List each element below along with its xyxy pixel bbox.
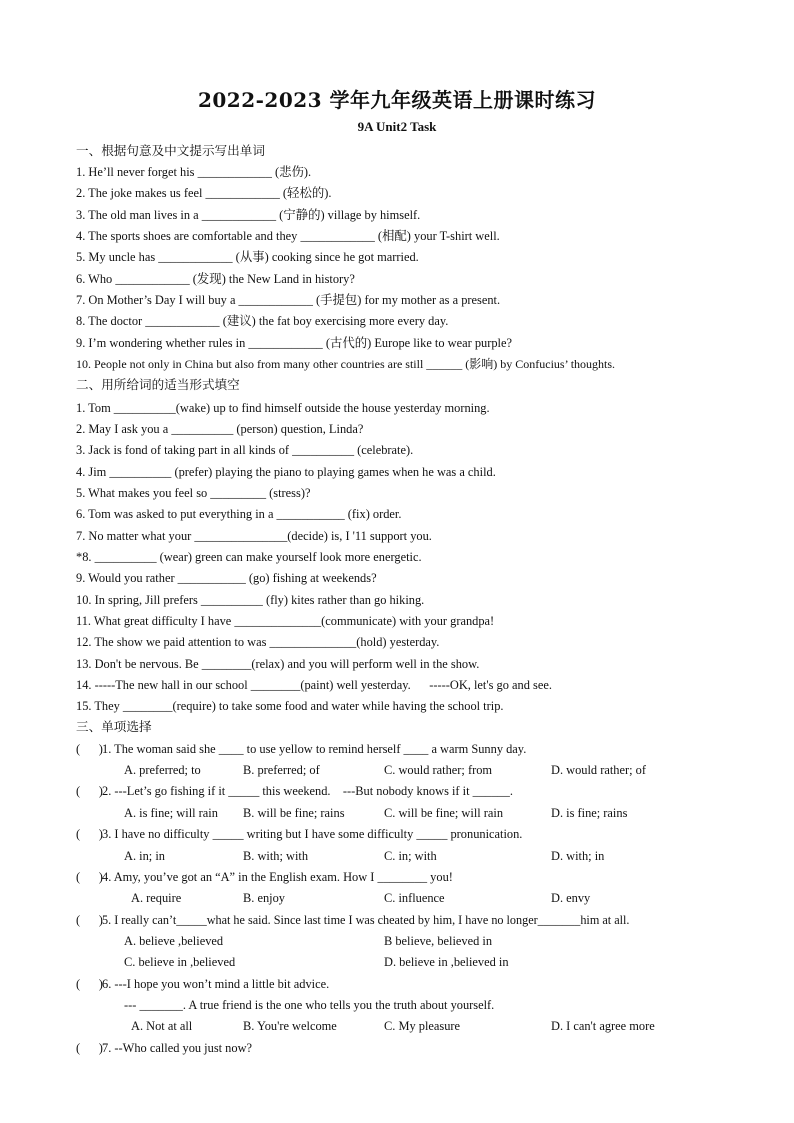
question-6-option-c: C. My pleasure xyxy=(384,1019,461,1033)
question-5-option-b: B believe, believed in xyxy=(384,934,493,948)
question-1-option-c: C. would rather; from xyxy=(384,763,493,777)
question-1-option-d: D. would rather; of xyxy=(551,763,646,777)
question-4-option-c: C. influence xyxy=(384,891,445,905)
section2-item-3: 3. Jack is fond of taking part in all kinds of __________ (celebrate). xyxy=(76,443,414,457)
answer-paren: ( ) xyxy=(76,913,103,927)
section1-item-10: 10. People not only in China but also from many other countries are still ______ (影响) by Confucius’ thoughts. xyxy=(76,357,616,371)
section2-item-5: 5. What makes you feel so _________ (stress)? xyxy=(76,486,311,500)
section1-item-3: 3. The old man lives in a ____________ (宁静的) village by himself. xyxy=(76,208,421,222)
question-6-option-d: D. I can't agree more xyxy=(551,1019,655,1033)
question-2-option-c: C. will be fine; will rain xyxy=(384,806,504,820)
section2-item-10: 10. In spring, Jill prefers __________ (fly) kites rather than go hiking. xyxy=(76,593,425,607)
section2-item-14: 14. -----The new hall in our school ________(paint) well yesterday. -----OK, let's go and see. xyxy=(76,678,552,692)
section2-item-2: 2. May I ask you a __________ (person) question, Linda? xyxy=(76,422,364,436)
question-5-option-c: C. believe in ,believed xyxy=(124,955,236,969)
question-5-stem: 5. I really can’t_____what he said. Since last time I was cheated by him, I have no longer_______him at all. xyxy=(102,913,630,927)
section2-item-12: 12. The show we paid attention to was ______________(hold) yesterday. xyxy=(76,635,440,649)
question-3-stem: 3. I have no difficulty _____ writing but I have some difficulty _____ pronunication. xyxy=(102,827,523,841)
section2-item-13: 13. Don't be nervous. Be ________(relax) and you will perform well in the show. xyxy=(76,657,480,671)
section2-heading: 二、用所给词的适当形式填空 xyxy=(76,377,240,392)
section3-heading: 三、单项选择 xyxy=(76,719,152,734)
question-6-option-a: A. Not at all xyxy=(131,1019,193,1033)
section1-item-1: 1. He’ll never forget his ____________ (悲伤). xyxy=(76,165,312,179)
section1-item-5: 5. My uncle has ____________ (从事) cooking since he got married. xyxy=(76,250,419,264)
section2-item-11: 11. What great difficulty I have ______________(communicate) with your grandpa! xyxy=(76,614,495,628)
section1-item-7: 7. On Mother’s Day I will buy a ____________ (手提包) for my mother as a present. xyxy=(76,293,501,307)
section1-item-9: 9. I’m wondering whether rules in ____________ (古代的) Europe like to wear purple? xyxy=(76,336,512,350)
question-2-stem: 2. ---Let’s go fishing if it _____ this weekend. ---But nobody knows if it ______. xyxy=(102,784,513,798)
answer-paren: ( ) xyxy=(76,827,103,841)
section1-item-2: 2. The joke makes us feel ____________ (轻松的). xyxy=(76,186,332,200)
question-2-option-b: B. will be fine; rains xyxy=(243,806,345,820)
section1-item-6: 6. Who ____________ (发现) the New Land in history? xyxy=(76,272,355,286)
page-subtitle: 9A Unit2 Task xyxy=(357,119,437,134)
question-2-option-d: D. is fine; rains xyxy=(551,806,628,820)
question-3-option-c: C. in; with xyxy=(384,849,437,863)
answer-paren: ( ) xyxy=(76,784,103,798)
section2-item-15: 15. They ________(require) to take some food and water while having the school trip. xyxy=(76,699,504,713)
question-3-option-b: B. with; with xyxy=(243,849,309,863)
question-4-option-a: A. require xyxy=(131,891,182,905)
section1-item-4: 4. The sports shoes are comfortable and they ____________ (相配) your T-shirt well. xyxy=(76,229,500,243)
section1-item-8: 8. The doctor ____________ (建议) the fat boy exercising more every day. xyxy=(76,314,449,328)
answer-paren: ( ) xyxy=(76,870,103,884)
question-4-stem: 4. Amy, you’ve got an “A” in the English exam. How I ________ you! xyxy=(102,870,453,884)
question-1-option-b: B. preferred; of xyxy=(243,763,320,777)
section2-item-9: 9. Would you rather ___________ (go) fishing at weekends? xyxy=(76,571,377,585)
section2-item-7: 7. No matter what your _______________(decide) is, I '11 support you. xyxy=(76,529,432,543)
question-6-response: --- _______. A true friend is the one who tells you the truth about yourself. xyxy=(124,998,495,1012)
question-1-stem: 1. The woman said she ____ to use yellow to remind herself ____ a warm Sunny day. xyxy=(102,742,527,756)
question-4-option-b: B. enjoy xyxy=(243,891,285,905)
question-5-option-d: D. believe in ,believed in xyxy=(384,955,509,969)
question-3-option-a: A. in; in xyxy=(124,849,165,863)
section2-item-8: *8. __________ (wear) green can make yourself look more energetic. xyxy=(76,550,422,564)
question-2-option-a: A. is fine; will rain xyxy=(124,806,218,820)
section2-item-4: 4. Jim __________ (prefer) playing the piano to playing games when he was a child. xyxy=(76,465,496,479)
question-5-option-a: A. believe ,believed xyxy=(124,934,224,948)
question-7-stem: 7. --Who called you just now? xyxy=(102,1041,253,1055)
page-title: 2022-2023 学年九年级英语上册课时练习 xyxy=(197,88,597,112)
question-4-option-d: D. envy xyxy=(551,891,591,905)
section2-item-6: 6. Tom was asked to put everything in a ___________ (fix) order. xyxy=(76,507,402,521)
answer-paren: ( ) xyxy=(76,742,103,756)
section1-heading: 一、根据句意及中文提示写出单词 xyxy=(76,143,265,158)
question-6-stem: 6. ---I hope you won’t mind a little bit advice. xyxy=(102,977,330,991)
answer-paren: ( ) xyxy=(76,1041,103,1055)
answer-paren: ( ) xyxy=(76,977,103,991)
question-3-option-d: D. with; in xyxy=(551,849,605,863)
question-6-option-b: B. You're welcome xyxy=(243,1019,337,1033)
question-1-option-a: A. preferred; to xyxy=(124,763,201,777)
section2-item-1: 1. Tom __________(wake) up to find himself outside the house yesterday morning. xyxy=(76,401,490,415)
